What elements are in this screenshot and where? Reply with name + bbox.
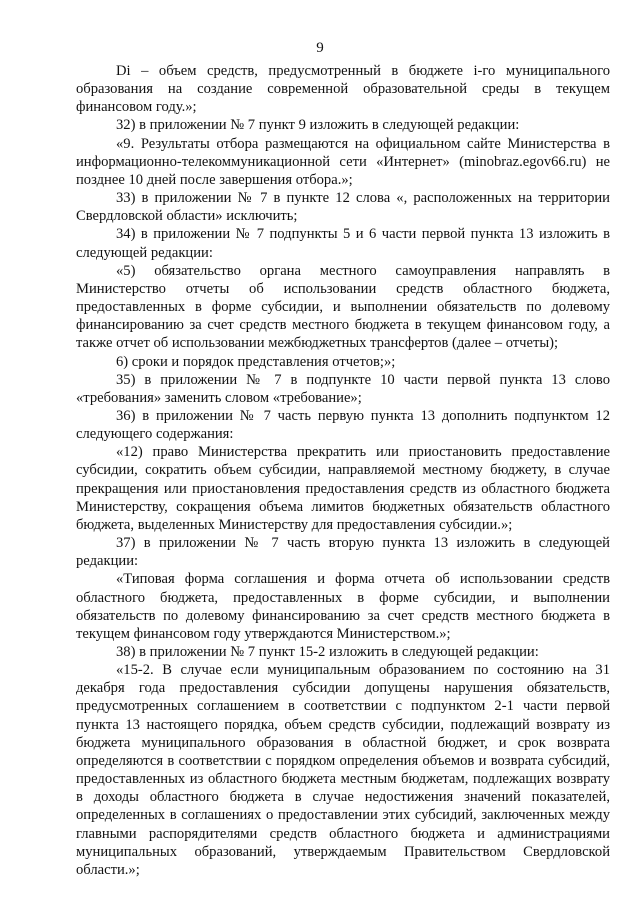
paragraph-formula-definition: Di – объем средств, предусмотренный в бюджете i-го муниципального образования на создание современной образовательной среды в текущем финансовом году.»; (76, 63, 610, 116)
paragraph-item-36: 36) в приложении № 7 часть первую пункта 13 дополнить подпунктом 12 следующего содержания: (76, 407, 610, 443)
paragraph-subpoint-5: «5) обязательство органа местного самоуправления направлять в Министерство отчеты об использовании средств областного бюджета, предоставленных в форме субсидии, и выполнении обязательств по долевому финансированию за счет средств местного бюджета в текущем финансовом году, а также отчет об использовании межбюджетных трансфертов (далее – отчеты); (76, 262, 610, 352)
paragraph-item-38: 38) в приложении № 7 пункт 15-2 изложить в следующей редакции: (116, 644, 539, 660)
paragraph-standard-form: «Типовая форма соглашения и форма отчета об использовании средств областного бюджета, предоставленных в форме субсидии, и выполнении обязательств по долевому финансированию за счет средств местного бюджета в текущем финансовом году утверждаются Министерством.»; (76, 571, 610, 642)
paragraph-item-35: 35) в приложении № 7 в подпункте 10 части первой пункта 13 слово «требования» заменить словом «требование»; (76, 371, 610, 406)
page-number: 9 (316, 40, 324, 56)
paragraph-point-15-2: «15-2. В случае если муниципальным образованием по состоянию на 31 декабря года предоставления субсидии допущены нарушения обязательств, предусмотренных соглашением в соответствии с подпунктом 2-1 части первой пункта 13 настоящего порядка, объем средств субсидии, подлежащий возврату из бюджета муниципального образования в областной бюджет, и срок возврата определяются в соответствии с порядком определения объемов и возврата субсидий, предоставленных из областного бюджета местным бюджетам, подлежащих возврату в доходы областного бюджета в случае недостижения значений показателей, определенных в соглашениях о предоставлении этих субсидий, заключенных между главными распорядителями средств областного бюджета и администрациями муниципальных образований, утверждаемым Правительством Свердловской области.»; (76, 662, 610, 878)
paragraph-item-34: 34) в приложении № 7 подпункты 5 и 6 части первой пункта 13 изложить в следующей редакции: (76, 226, 610, 261)
paragraph-point-9: «9. Результаты отбора размещаются на официальном сайте Министерства в информационно-телекоммуникационной сети «Интернет» (minobraz.egov66.ru) не позднее 10 дней после завершения отбора.»; (76, 135, 610, 188)
paragraph-subpoint-6: 6) сроки и порядок представления отчетов;»; (116, 353, 396, 370)
paragraph-item-37: 37) в приложении № 7 часть вторую пункта 13 изложить в следующей редакции: (76, 535, 610, 570)
paragraph-subpoint-12: «12) право Министерства прекратить или приостановить предоставление субсидии, сократить объем субсидии, направляемой местному бюджету, в случае прекращения или приостановления предоставления средств из областного бюджета Министерству, сокращения объема лимитов бюджетных обязательств областного бюджета, выделенных Министерству для предоставления субсидии.»; (76, 444, 610, 533)
paragraph-item-32: 32) в приложении № 7 пункт 9 изложить в следующей редакции: (116, 117, 520, 134)
paragraph-item-33: 33) в приложении № 7 в пункте 12 слова «, расположенных на территории Свердловской области» исключить; (76, 190, 610, 225)
document-body (76, 62, 610, 879)
